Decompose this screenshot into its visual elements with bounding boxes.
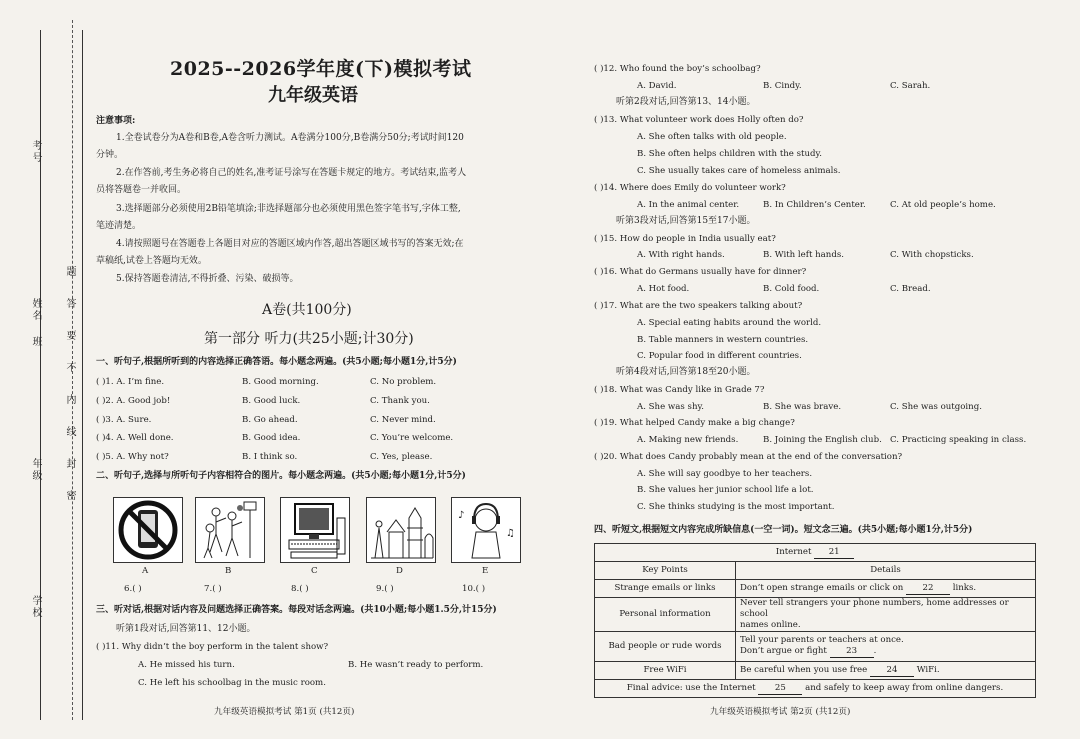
dialogue-instruction: 听第1段对话,回答第11、12小题。 (116, 624, 256, 634)
notes-line: 笔迹清楚。 (96, 221, 142, 231)
option: C. At old people’s home. (890, 200, 996, 210)
notes-line: 员将答题卷一并收回。 (96, 185, 187, 195)
option: B. Cindy. (763, 81, 802, 91)
option: A. Hot food. (637, 284, 690, 294)
volume-a-heading: A卷(共100分) (262, 302, 352, 318)
picture-label: B (225, 566, 232, 576)
seal-char: 内 (64, 394, 75, 406)
answer-blank[interactable]: 6.( ) (124, 584, 142, 594)
part1-heading: 第一部分 听力(共25小题;计30分) (204, 331, 414, 347)
exam-title: 2025--2026学年度(下)模拟考试 (170, 58, 472, 80)
option: B. Table manners in western countries. (637, 335, 809, 345)
option: B. With left hands. (763, 250, 844, 260)
notes-heading: 注意事项: (96, 116, 136, 126)
question-text: ( )17. What are the two speakers talking about? (594, 301, 803, 311)
page-footer: 九年级英语模拟考试 第1页 (共12页) (214, 707, 355, 717)
option: A. In the animal center. (637, 200, 740, 210)
picture-label: E (482, 566, 489, 576)
girl-headphones-icon (452, 498, 520, 562)
basketball-players-icon (196, 498, 264, 562)
info-table (594, 543, 1036, 698)
option: C. Sarah. (890, 81, 931, 91)
picture-d-landmarks (366, 497, 436, 563)
table-title-cell: Internet 21 (595, 544, 1036, 562)
option: B. He wasn’t ready to perform. (348, 660, 484, 670)
option: C. He left his schoolbag in the music room. (138, 678, 326, 688)
option: B. Joining the English club. (763, 435, 882, 445)
answer-blank[interactable]: 10.( ) (462, 584, 486, 594)
option: C. Bread. (890, 284, 931, 294)
option: A. Making new friends. (637, 435, 739, 445)
question-text: ( )14. Where does Emily do volunteer work? (594, 183, 786, 193)
option: B. She often helps children with the study. (637, 149, 822, 159)
s2-heading: 二、听句子,选择与所听句子内容相符合的图片。每小题念两遍。(共5小题;每小题1分,计5分) (96, 471, 466, 481)
seal-char: 题 (64, 266, 75, 278)
picture-label: C (311, 566, 318, 576)
table-row (595, 632, 1036, 662)
question-text: ( )16. What do Germans usually have for dinner? (594, 267, 807, 277)
dialogue-instruction: 听第3段对话,回答第15至17小题。 (616, 216, 756, 226)
notes-line: 1.全卷试卷分为A卷和B卷,A卷含听力测试。A卷满分100分,B卷满分50分;考试时间120 (116, 133, 464, 143)
question-text: ( )15. How do people in India usually eat? (594, 234, 776, 244)
class-label: 班 (30, 336, 41, 348)
computer-icon (281, 498, 349, 562)
landmarks-icon (367, 498, 435, 562)
svg-text:♫: ♫ (506, 528, 515, 539)
no-phone-icon (114, 498, 182, 562)
notes-line: 分钟。 (96, 150, 124, 160)
notes-line: 5.保持答题卷清洁,不得折叠、污染、破损等。 (116, 274, 299, 284)
seal-char: 线 (64, 426, 75, 438)
seal-char: 要 (64, 330, 75, 342)
option: A. David. (637, 81, 677, 91)
column-header: Key Points (595, 562, 736, 580)
answer-blank-21[interactable]: 21 (814, 547, 854, 559)
option: A. She will say goodbye to her teachers. (637, 469, 813, 479)
exam-subtitle: 九年级英语 (268, 85, 358, 106)
dialogue-instruction: 听第2段对话,回答第13、14小题。 (616, 97, 756, 107)
question-text: ( )20. What does Candy probably mean at the end of the conversation? (594, 452, 903, 462)
option: C. Popular food in different countries. (637, 351, 802, 361)
s4-heading: 四、听短文,根据短文内容完成所缺信息(一空一词)。短文念三遍。(共5小题;每小题1分,计5分) (594, 525, 973, 535)
details-cell: Tell your parents or teachers at once. Don’t argue or fight 23 . (736, 632, 1036, 662)
page-footer: 九年级英语模拟考试 第2页 (共12页) (710, 707, 851, 717)
exam-no-label: 考号 (30, 140, 41, 164)
answer-blank-25[interactable]: 25 (758, 683, 802, 695)
option: A. Special eating habits around the world. (637, 318, 822, 328)
picture-a-no-phone (113, 497, 183, 563)
seal-char: 封 (64, 458, 75, 470)
s3-heading: 三、听对话,根据对话内容及问题选择正确答案。每段对话念两遍。(共10小题;每小题1.5分,计15分) (96, 605, 497, 615)
answer-blank-23[interactable]: 23 (830, 646, 874, 658)
notes-line: 3.选择题部分必须使用2B铅笔填涂;非选择题部分也必须使用黑色签字笔书写,字体工整, (116, 204, 461, 214)
picture-label: A (142, 566, 149, 576)
binding-line (82, 30, 83, 720)
option: C. She was outgoing. (890, 402, 982, 412)
notes-line: 草稿纸,试卷上答题均无效。 (96, 256, 207, 266)
final-advice-cell: Final advice: use the Internet 25 and safely to keep away from online dangers. (595, 680, 1036, 698)
answer-blank-22[interactable]: 22 (906, 583, 950, 595)
answer-blank[interactable]: 7.( ) (204, 584, 222, 594)
question-text: ( )18. What was Candy like in Grade 7? (594, 385, 765, 395)
option: C. She thinks studying is the most important. (637, 502, 835, 512)
key-point-cell: Free WiFi (595, 662, 736, 680)
option: B. Cold food. (763, 284, 820, 294)
picture-e-music (451, 497, 521, 563)
school-label: 学校 (30, 595, 41, 619)
svg-text:♪: ♪ (458, 510, 465, 521)
column-header: Details (736, 562, 1036, 580)
option: B. In Children’s Center. (763, 200, 866, 210)
picture-b-basketball (195, 497, 265, 563)
answer-blank[interactable]: 8.( ) (291, 584, 309, 594)
option: A. He missed his turn. (138, 660, 235, 670)
details-cell: Never tell strangers your phone numbers, home addresses or school names online. (736, 598, 1036, 632)
table-row (595, 580, 1036, 598)
option: B. She was brave. (763, 402, 842, 412)
option: A. With right hands. (637, 250, 725, 260)
option: C. She usually takes care of homeless animals. (637, 166, 841, 176)
grade-label: 年级 (30, 458, 41, 482)
key-point-cell: Strange emails or links (595, 580, 736, 598)
question-text: ( )12. Who found the boy’s schoolbag? (594, 64, 761, 74)
name-label: 姓名 (30, 298, 41, 322)
question-text: ( )13. What volunteer work does Holly often do? (594, 115, 804, 125)
question-text: ( )19. What helped Candy make a big change? (594, 418, 795, 428)
answer-blank[interactable]: 9.( ) (376, 584, 394, 594)
seal-char: 密 (64, 490, 75, 502)
answer-blank-24[interactable]: 24 (870, 665, 914, 677)
option: A. She often talks with old people. (637, 132, 787, 142)
picture-c-computer (280, 497, 350, 563)
option: B. She values her junior school life a lot. (637, 485, 814, 495)
details-cell: Be careful when you use free 24 WiFi. (736, 662, 1036, 680)
seal-char: 不 (64, 362, 75, 374)
table-row (595, 680, 1036, 698)
question-text: ( )11. Why didn’t the boy perform in the talent show? (96, 642, 329, 652)
notes-line: 2.在作答前,考生务必将自己的姓名,准考证号涂写在答题卡规定的地方。考试结束,监考人 (116, 168, 467, 178)
dialogue-instruction: 听第4段对话,回答第18至20小题。 (616, 367, 756, 377)
key-point-cell: Personal information (595, 598, 736, 632)
details-cell: Don’t open strange emails or click on 22 links. (736, 580, 1036, 598)
option: C. Practicing speaking in class. (890, 435, 1027, 445)
picture-label: D (396, 566, 403, 576)
table-row (595, 598, 1036, 632)
table-row (595, 662, 1036, 680)
s1-heading: 一、听句子,根据所听到的内容选择正确答语。每小题念两遍。(共5小题;每小题1分,计5分) (96, 357, 457, 367)
option: C. With chopsticks. (890, 250, 974, 260)
seal-char: 答 (64, 298, 75, 310)
notes-line: 4.请按照题号在答题卷上各题目对应的答题区域内作答,超出答题区域书写的答案无效;在 (116, 239, 464, 249)
key-point-cell: Bad people or rude words (595, 632, 736, 662)
option: A. She was shy. (637, 402, 704, 412)
